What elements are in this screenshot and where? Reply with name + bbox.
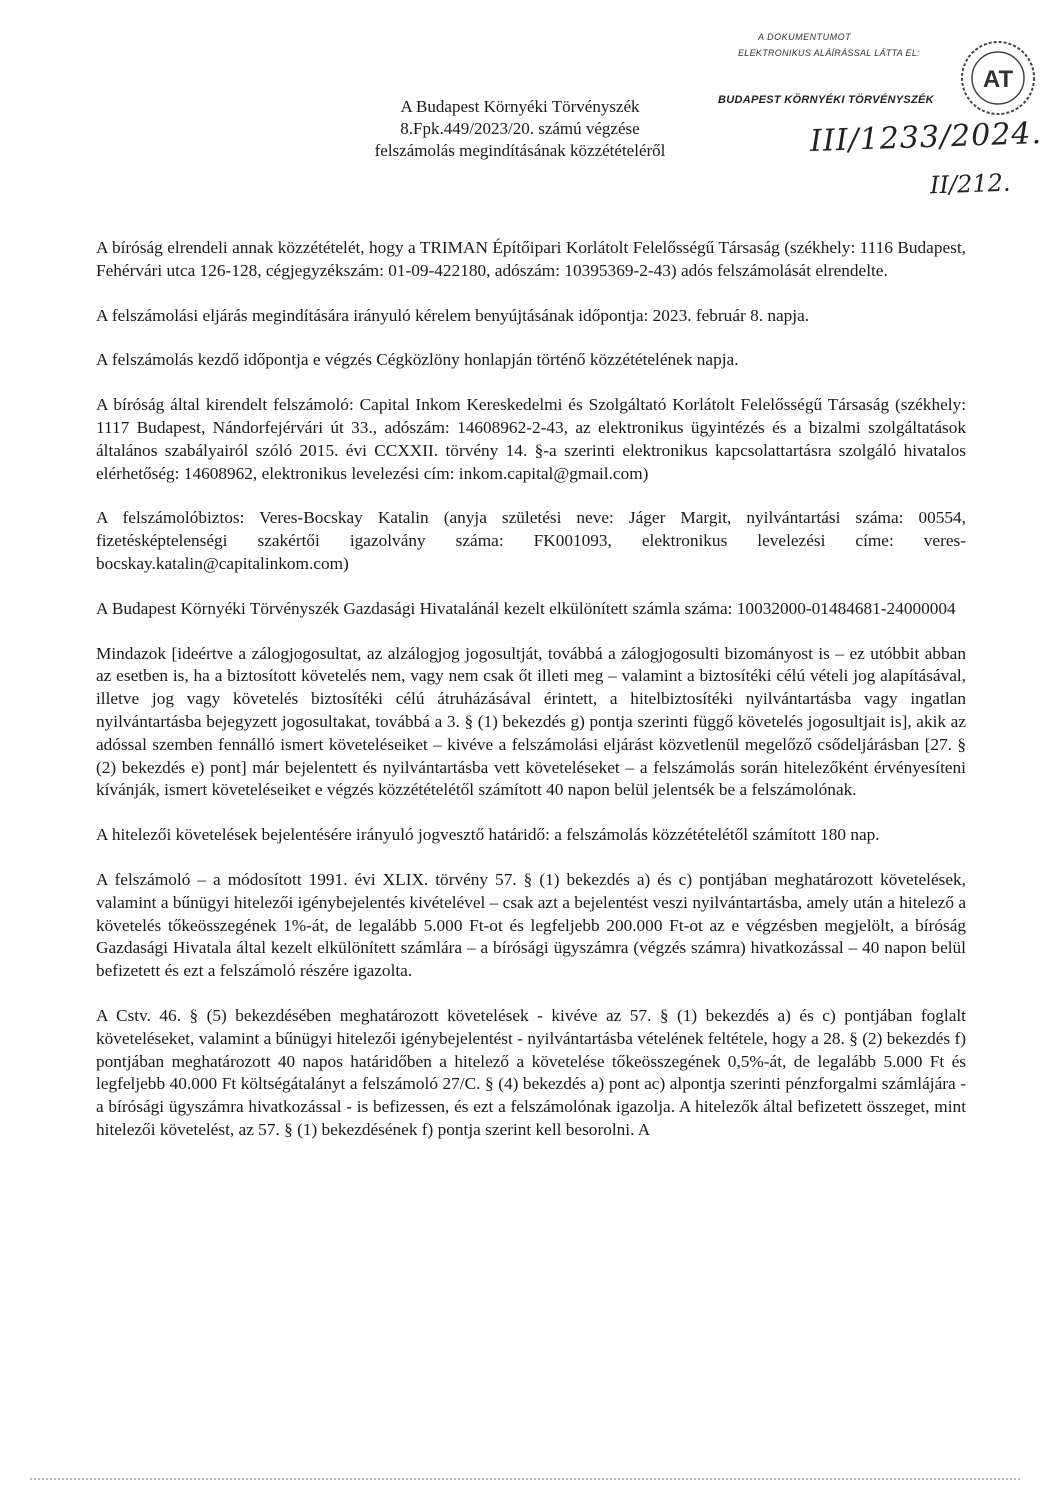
document-header: [330, 96, 710, 162]
paragraph-liquidator: A bíróság által kirendelt felszámoló: Capital Inkom Kereskedelmi és Szolgáltató Korlátolt Felelősségű Társaság (székhely: 1117 Budapest, Nándorfejérvári út 33., adószám: 14608962-2-43, az elektronikus ügyintézés és a bizalmi szolgáltatások általános szabályairól szóló 2015. évi CCXXII. törvény 14. §-a szerinti elektronikus kapcsolattartásra szolgáló hivatalos elérhetőség: 14608962, elektronikus levelezési cím: inkom.capital@gmail.com): [96, 395, 966, 483]
court-seal-icon: [958, 38, 1038, 118]
header-subject: felszámolás megindításának közzétételéről: [374, 141, 666, 160]
paragraph-liquidation-commissioner: A felszámolóbiztos: Veres-Bocskay Katalin (anyja születési neve: Jáger Margit, nyilvántartási száma: 00554, fizetésképtelenségi szakértői igazolvány száma: FK001093, elektronikus levelezési címe: veres-bocskay.katalin@capitalinkom.com): [96, 508, 966, 573]
handwritten-registration-number: III/1233/2024.: [809, 115, 1043, 160]
paragraph-account-number: A Budapest Környéki Törvényszék Gazdasági Hivatalánál kezelt elkülönített számla száma: 10032000-01484681-24000004: [96, 598, 956, 618]
paragraph-creditors: Mindazok [ideértve a zálogjogosultat, az alzálogjog jogosultját, továbbá a zálogjogosulti bizományost is – ez utóbbit abban az esetben is, ha a biztosított követelés nem, vagy nem csak őt illeti meg – valamint a biztosítéki célú vételi jog alapításával, illetve jog vagy követelés biztosítéki célú átruházásával érintett, a hitelbiztosítéki nyilvántartásba vagy ingatlan nyilvántartásba bejegyzett jogosultakat, továbbá a 3. § (1) bekezdés g) pontja szerinti függő követelés jogosultjait is], akik az adóssal szemben fennálló ismert követeléseiket – kivéve a felszámolási eljárást közvetlenül megelőző csődeljárásban [27. § (2) bekezdés e) pont] már bejelentett és nyilvántartásba vett követeléseket – a felszámolás során hitelezőként érvényesíteni kívánják, ismert követeléseiket e végzés közzétételétől számított 40 napon belül jelentsék be a felszámolónak.: [96, 643, 966, 800]
paragraph-cost-lump-sum: A Cstv. 46. § (5) bekezdésében meghatározott követelések - kivéve az 57. § (1) bekezdés a) és c) pontjában foglalt követeléseket, valamint a bűnügyi hitelezői igénybejelentést - nyilvántartásba vételének feltétele, hogy a 28. § (2) bekezdés f) pontjában meghatározott 40 napos határidőben a hitelező a követelése tőkeösszegének 0,5%-át, de legalább 5.000 Ft és legfeljebb 40.000 Ft költségátalányt a felszámoló 27/C. § (4) bekezdés a) pont ac) alpontja szerinti pénzforgalmi számlájára - a bírósági ügyszámra hivatkozással - is befizessen, és ezt a felszámolónak igazolja. A hitelezők által befizetett összeget, mint hitelezői követelést, az 57. § (1) bekezdésének f) pontja szerint kell besorolni. A: [96, 1005, 966, 1139]
document-body: [96, 237, 966, 1164]
paragraph-registration-fee: A felszámoló – a módosított 1991. évi XLIX. törvény 57. § (1) bekezdés a) és c) pontjában meghatározott követelések, valamint a bűnügyi hitelezői igénybejelentés kivételével – csak azt a bejelentést veszi nyilvántartásba, amely után a hitelező a követelés tőkeösszegének 1%-át, de legalább 5.000 Ft-ot és legfeljebb 200.000 Ft-ot az e végzésben megjelölt, a bíróság Gazdasági Hivatala által kezelt elkülönített számlára – a bírósági ügyszámra (végzés számra) hivatkozással – 40 napon belül befizetett és ezt a felszámoló részére igazolta.: [96, 869, 966, 981]
header-case-number: 8.Fpk.449/2023/20. számú végzése: [400, 119, 640, 138]
handwritten-sub-number: II/212.: [929, 168, 1011, 200]
stamp-court-name: BUDAPEST KÖRNYÉKI TÖRVÉNYSZÉK: [718, 94, 934, 106]
stamp-text-line2: ELEKTRONIKUS ALÁÍRÁSSAL LÁTTA EL:: [738, 48, 920, 58]
scan-footer-artifact: [30, 1478, 1020, 1484]
paragraph-filing-date: A felszámolási eljárás megindítására irányuló kérelem benyújtásának időpontja: 2023. február 8. napja.: [96, 305, 810, 325]
seal-text: AT: [982, 66, 1014, 93]
paragraph-start-date: A felszámolás kezdő időpontja e végzés Cégközlöny honlapján történő közzétételének napja.: [96, 350, 739, 370]
paragraph-order: A bíróság elrendeli annak közzétételét, hogy a TRIMAN Építőipari Korlátolt Felelősségű Társaság (székhely: 1116 Budapest, Fehérvári utca 126-128, cégjegyzékszám: 01-09-422180, adószám: 10395369-2-43) adós felszámolását elrendelte.: [96, 238, 966, 280]
stamp-text-line1: A DOKUMENTUMOT: [758, 32, 852, 42]
electronic-signature-stamp: [700, 18, 1050, 208]
paragraph-deadline: A hitelezői követelések bejelentésére irányuló jogvesztő határidő: a felszámolás közzétételétől számított 180 nap.: [96, 825, 880, 845]
header-court-name: A Budapest Környéki Törvényszék: [400, 97, 640, 116]
